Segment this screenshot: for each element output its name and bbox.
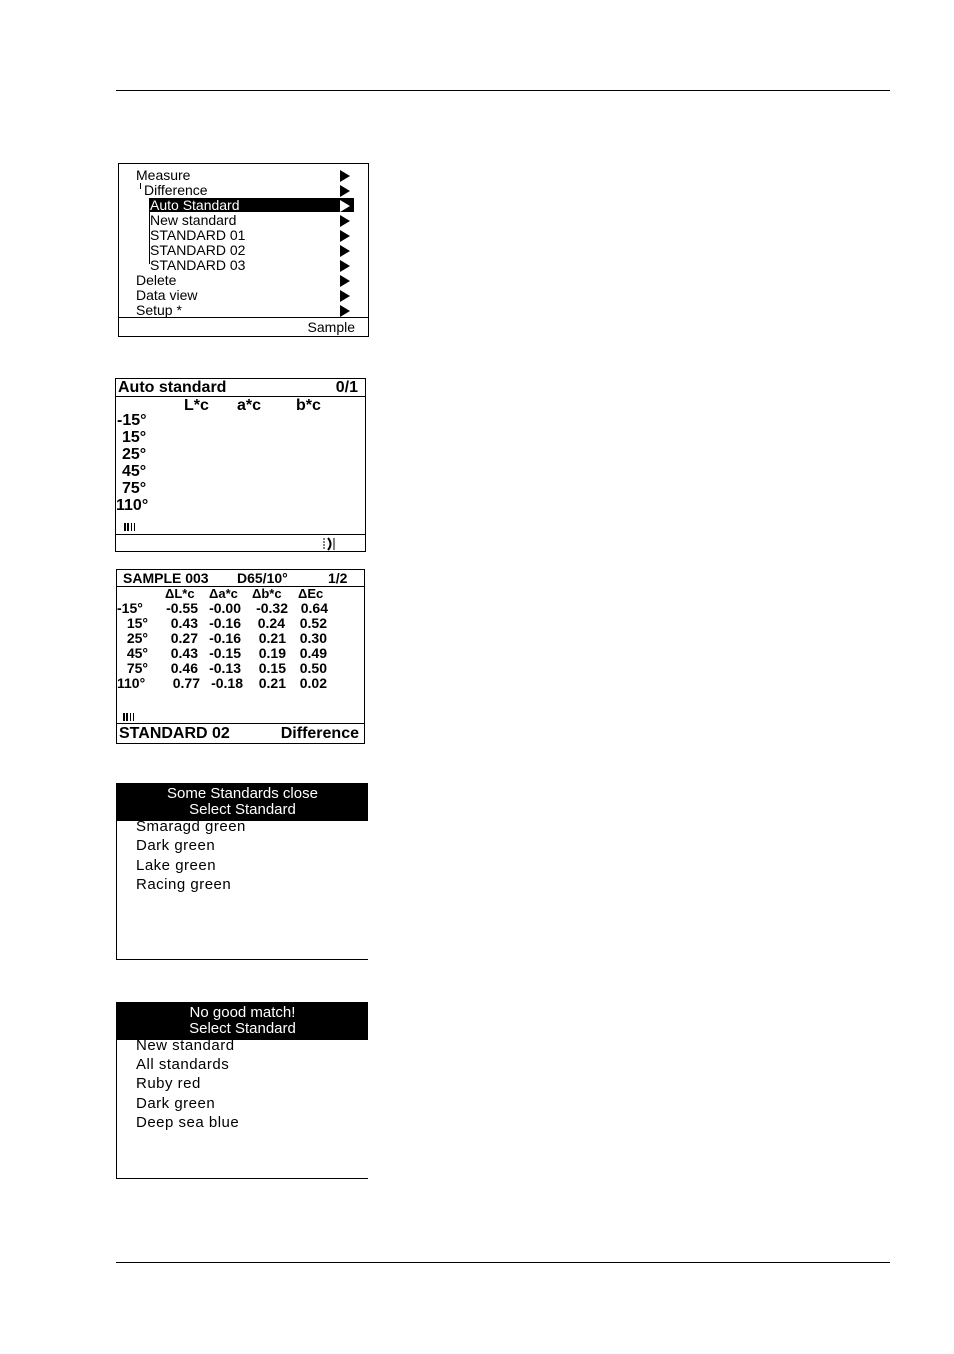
arrow-right-icon bbox=[340, 245, 350, 257]
sample-title: SAMPLE 003 bbox=[123, 570, 209, 586]
menu-item-delete[interactable] bbox=[136, 273, 356, 287]
arrow-right-icon bbox=[340, 185, 350, 197]
db-cell: -0.32 bbox=[256, 600, 288, 616]
page-indicator: 1/2 bbox=[328, 570, 348, 586]
list-item[interactable]: New standard bbox=[136, 1037, 235, 1054]
header-line: No good match! bbox=[189, 1004, 296, 1021]
menu-item-standard-03[interactable] bbox=[150, 258, 356, 272]
angle-cell: 45° bbox=[126, 645, 148, 661]
arrow-right-icon bbox=[340, 170, 350, 182]
arrow-right-icon bbox=[340, 305, 350, 317]
column-header-dl: ΔL*c bbox=[165, 586, 195, 601]
arrow-right-icon bbox=[340, 290, 350, 302]
arrow-right-icon bbox=[340, 230, 350, 242]
list-item[interactable]: Smaragd green bbox=[136, 818, 246, 835]
menu-item-label: Setup * bbox=[136, 302, 182, 318]
da-cell: -0.16 bbox=[209, 615, 241, 631]
dl-cell: 0.46 bbox=[170, 660, 198, 676]
menu-item-label: Data view bbox=[136, 287, 198, 303]
angle-label: 45° bbox=[122, 463, 147, 480]
menu-item-difference[interactable] bbox=[144, 183, 356, 197]
da-cell: -0.00 bbox=[209, 600, 241, 616]
menu-item-label: New standard bbox=[150, 212, 237, 228]
de-cell: 0.02 bbox=[299, 675, 327, 691]
arrow-right-icon bbox=[340, 215, 350, 227]
list-item[interactable]: All standards bbox=[136, 1056, 230, 1073]
auto-standard-screen bbox=[115, 378, 366, 552]
angle-label: 75° bbox=[122, 480, 147, 497]
no-match-screen bbox=[116, 1002, 368, 1179]
menu-screen bbox=[118, 163, 369, 337]
column-header-da: Δa*c bbox=[209, 586, 238, 601]
sample-footer bbox=[117, 723, 364, 744]
da-cell: -0.15 bbox=[209, 645, 241, 661]
menu-item-label: STANDARD 02 bbox=[150, 242, 246, 258]
de-cell: 0.49 bbox=[299, 645, 327, 661]
menu-item-measure[interactable] bbox=[136, 168, 356, 182]
column-header-bc: b*c bbox=[296, 397, 321, 414]
battery-icon bbox=[124, 523, 136, 531]
dialog-header bbox=[117, 783, 368, 821]
table-row bbox=[117, 646, 364, 661]
column-header-ac: a*c bbox=[237, 397, 262, 414]
menu-item-standard-02[interactable] bbox=[150, 243, 356, 257]
menu-item-label: Delete bbox=[136, 272, 177, 288]
menu-item-label: Auto Standard bbox=[150, 197, 240, 213]
de-cell: 0.30 bbox=[299, 630, 327, 646]
column-header-de: ΔEc bbox=[298, 586, 324, 601]
signal-icon bbox=[322, 537, 336, 551]
angle-cell: 75° bbox=[126, 660, 148, 676]
table-row bbox=[117, 676, 364, 691]
menu-item-label: STANDARD 03 bbox=[150, 257, 246, 273]
list-item[interactable]: Deep sea blue bbox=[136, 1114, 240, 1131]
auto-standard-header bbox=[116, 379, 365, 397]
db-cell: 0.21 bbox=[258, 630, 286, 646]
menu-item-label: Measure bbox=[136, 167, 191, 183]
column-header-lc: L*c bbox=[184, 397, 209, 414]
header-line: Select Standard bbox=[189, 1020, 296, 1037]
da-cell: -0.16 bbox=[209, 630, 241, 646]
de-cell: 0.64 bbox=[300, 600, 328, 616]
da-cell: -0.18 bbox=[211, 675, 243, 691]
angle-cell: 25° bbox=[126, 630, 148, 646]
angle-label: 110° bbox=[116, 497, 149, 514]
angle-label: 25° bbox=[122, 446, 147, 463]
de-cell: 0.52 bbox=[299, 615, 327, 631]
menu-item-standard-01[interactable] bbox=[150, 228, 356, 242]
dl-cell: 0.43 bbox=[170, 645, 198, 661]
db-cell: 0.15 bbox=[258, 660, 286, 676]
dl-cell: -0.55 bbox=[166, 600, 198, 616]
header-line: Select Standard bbox=[189, 801, 296, 818]
arrow-right-icon bbox=[340, 200, 350, 212]
db-cell: 0.24 bbox=[257, 615, 285, 631]
dialog-header bbox=[117, 1002, 368, 1040]
softkey-sample[interactable]: Sample bbox=[307, 319, 355, 335]
dl-cell: 0.27 bbox=[170, 630, 198, 646]
tree-line-difference bbox=[140, 183, 141, 189]
angle-label: -15° bbox=[117, 412, 147, 429]
angle-cell: -15° bbox=[117, 600, 143, 616]
list-item[interactable]: Dark green bbox=[136, 837, 216, 854]
sample-header bbox=[117, 570, 364, 587]
close-standards-screen bbox=[116, 783, 368, 960]
top-rule bbox=[116, 90, 890, 91]
page-indicator: 0/1 bbox=[335, 379, 358, 396]
dl-cell: 0.77 bbox=[172, 675, 200, 691]
menu-item-data-view[interactable] bbox=[136, 288, 356, 302]
column-header-db: Δb*c bbox=[252, 586, 282, 601]
list-item[interactable]: Racing green bbox=[136, 876, 232, 893]
db-cell: 0.19 bbox=[258, 645, 286, 661]
menu-item-label: STANDARD 01 bbox=[150, 227, 246, 243]
table-row bbox=[117, 631, 364, 646]
menu-item-auto-standard[interactable] bbox=[150, 198, 356, 212]
angle-cell: 15° bbox=[126, 615, 148, 631]
screen-title: Auto standard bbox=[118, 379, 227, 396]
header-line: Some Standards close bbox=[167, 785, 318, 802]
illuminant-label: D65/10° bbox=[237, 570, 288, 586]
table-row bbox=[117, 616, 364, 631]
softkey-standard[interactable]: STANDARD 02 bbox=[119, 725, 230, 742]
softkey-difference[interactable]: Difference bbox=[280, 725, 359, 742]
dl-cell: 0.43 bbox=[170, 615, 198, 631]
de-cell: 0.50 bbox=[299, 660, 327, 676]
list-item[interactable]: Dark green bbox=[136, 1095, 216, 1112]
list-item[interactable]: Ruby red bbox=[136, 1075, 201, 1092]
bottom-rule bbox=[116, 1262, 890, 1263]
battery-icon bbox=[123, 713, 135, 721]
sample-difference-screen bbox=[116, 569, 365, 744]
angle-label: 15° bbox=[122, 429, 147, 446]
menu-item-setup[interactable] bbox=[136, 303, 356, 317]
menu-item-new-standard[interactable] bbox=[150, 213, 356, 227]
auto-standard-footer bbox=[116, 534, 365, 552]
table-row bbox=[117, 661, 364, 676]
arrow-right-icon bbox=[340, 275, 350, 287]
table-row bbox=[117, 601, 364, 616]
menu-item-label: Difference bbox=[144, 182, 208, 198]
menu-footer bbox=[119, 317, 368, 337]
angle-cell: 110° bbox=[117, 675, 146, 691]
arrow-right-icon bbox=[340, 260, 350, 272]
db-cell: 0.21 bbox=[258, 675, 286, 691]
da-cell: -0.13 bbox=[209, 660, 241, 676]
list-item[interactable]: Lake green bbox=[136, 857, 217, 874]
